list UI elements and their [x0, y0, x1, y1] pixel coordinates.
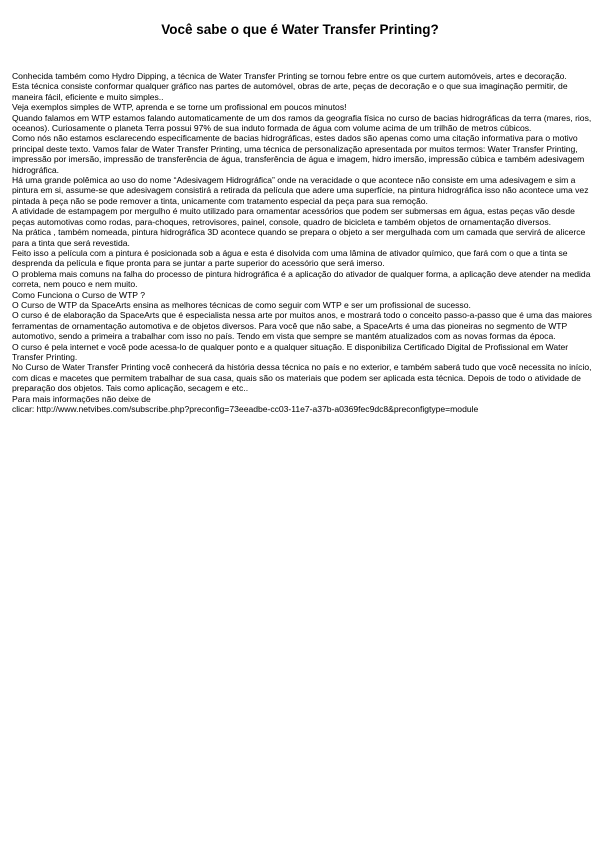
paragraph-process: Feito isso a película com a pintura é posicionada sob a água e esta é disolvida com uma lâmina de ativador químico, que fará com o que a tinta se desprenda da película e fique pronta para se juntar a parte superior do acessório que será imerso. — [12, 247, 568, 269]
section-heading-course: Como Funciona o Curso de WTP ? — [12, 289, 145, 300]
paragraph-intro: Conhecida também como Hydro Dipping, a técnica de Water Transfer Printing se tornou febre entre os que curtem automóveis, artes e decoração. — [12, 71, 567, 81]
paragraph-examples: Veja exemplos simples de WTP, aprenda e se torne um profissional em poucos minutos! — [12, 102, 347, 113]
paragraph-controversy: Há uma grande polêmica ao uso do nome “Adesivagem Hidrográfica” onde na veracidade o que acontece não consiste em uma adesivagem e sim a pintura em si, assume-se que adesivagem consistirá a retirada da película que adere uma superfície, na pintura hidrográfica isso não acontece uma vez pintada à peça não se pode remover a tinta, unicamente com tratamento especial da peça para sua remoção. — [12, 175, 589, 206]
paragraph-course-author: O curso é de elaboração da SpaceArts que é especialista nessa arte por muitos anos, e mostrará todo o conceito passo-a-passo que é uma das maiores ferramentas de ornamentação automotiva e de objetos diversos. Para você que não sabe, a SpaceArts é uma das pioneiras no segmento de WTP automotivo, sendo a primeira a trabalhar com isso no país. Tendo em vista que sempre se mantém atualizados com as novas formas da época. — [12, 310, 592, 342]
link-line — [12, 404, 592, 414]
paragraph-terms: Como nós não estamos esclarecendo especificamente de bacias hidrográficas, estes dados são apenas como uma citação informativa para o motivo principal deste texto. Vamos falar de Water Transfer Printing, uma técnica de personalização apresentada por muitos termos: Water Transfer Printing, impressão por imersão, impressão de transferência de água, transferência de água e imagem, hidro imersão, impressão cúbica e também adesivagem hidrográfica. — [12, 133, 585, 175]
page-title: Você sabe o que é Water Transfer Printing? — [161, 22, 439, 37]
paragraph-uses: A atividade de estampagem por mergulho é muito utilizado para ornamentar acessórios que podem ser submersas em água, estas peças vão desde peças automotivas como rodas, para-choques, retrovisores, painel, console, quadro de bicicleta e também objetos de ornamentação diversos. — [12, 206, 575, 227]
paragraph-practice: Na prática , também nomeada, pintura hidrográfica 3D acontece quando se prepara o objeto a ser mergulhada com um camada que servirá de alicerce para a tinta que será revestida. — [12, 227, 586, 248]
paragraph-course-intro: O Curso de WTP da SpaceArts ensina as melhores técnicas de como seguir com WTP e ser um profissional de sucesso. — [12, 299, 471, 310]
paragraph-technique: Esta técnica consiste conformar qualquer gráfico nas partes de automóvel, obras de arte, peças de decoração e o que sua imaginação permitir, de maneira fácil, eficiente e muito simples.. — [12, 81, 568, 102]
paragraph-more-info: Para mais informações não deixe de — [12, 393, 151, 404]
paragraph-course-online: O curso é pela internet e você pode acessa-lo de qualquer ponto e a qualquer situação. E disponibiliza Certificado Digital de Profissional em Water Transfer Printing. — [12, 341, 569, 362]
paragraph-problems: O problema mais comuns na falha do processo de pintura hidrográfica é a aplicação do ativador de qualquer forma, a aplicação deve atender na medida correta, nem pouco e nem muito. — [12, 268, 591, 290]
paragraph-course-content: No Curso de Water Transfer Printing você conhecerá da história dessa técnica no país e no exterior, e também saberá tudo que você necessita no início, com dicas e macetes que permitem trabalhar de sua casa, quais são os materiais que podem ser aplicada esta técnica. Depois de todo o atividade de preparação dos objetos. Tais como aplicação, secagem e etc.. — [12, 362, 592, 394]
subscribe-link[interactable]: http://www.netvibes.com/subscribe.php?preconfig=73eeadbe-cc03-11e7-a37b-a0369fec9dc8&preconfigtype=module — [36, 404, 479, 414]
article-body — [12, 71, 592, 414]
link-prefix: clicar: — [12, 404, 37, 414]
paragraph-geography: Quando falamos em WTP estamos falando automaticamente de um dos ramos da geografia física no curso de bacias hidrográficas da terra (mares, rios, oceanos). Curiosamente o planeta Terra possui 97% de sua induto formada de água com volume acima de um trilhão de metros cúbicos. — [12, 112, 592, 134]
